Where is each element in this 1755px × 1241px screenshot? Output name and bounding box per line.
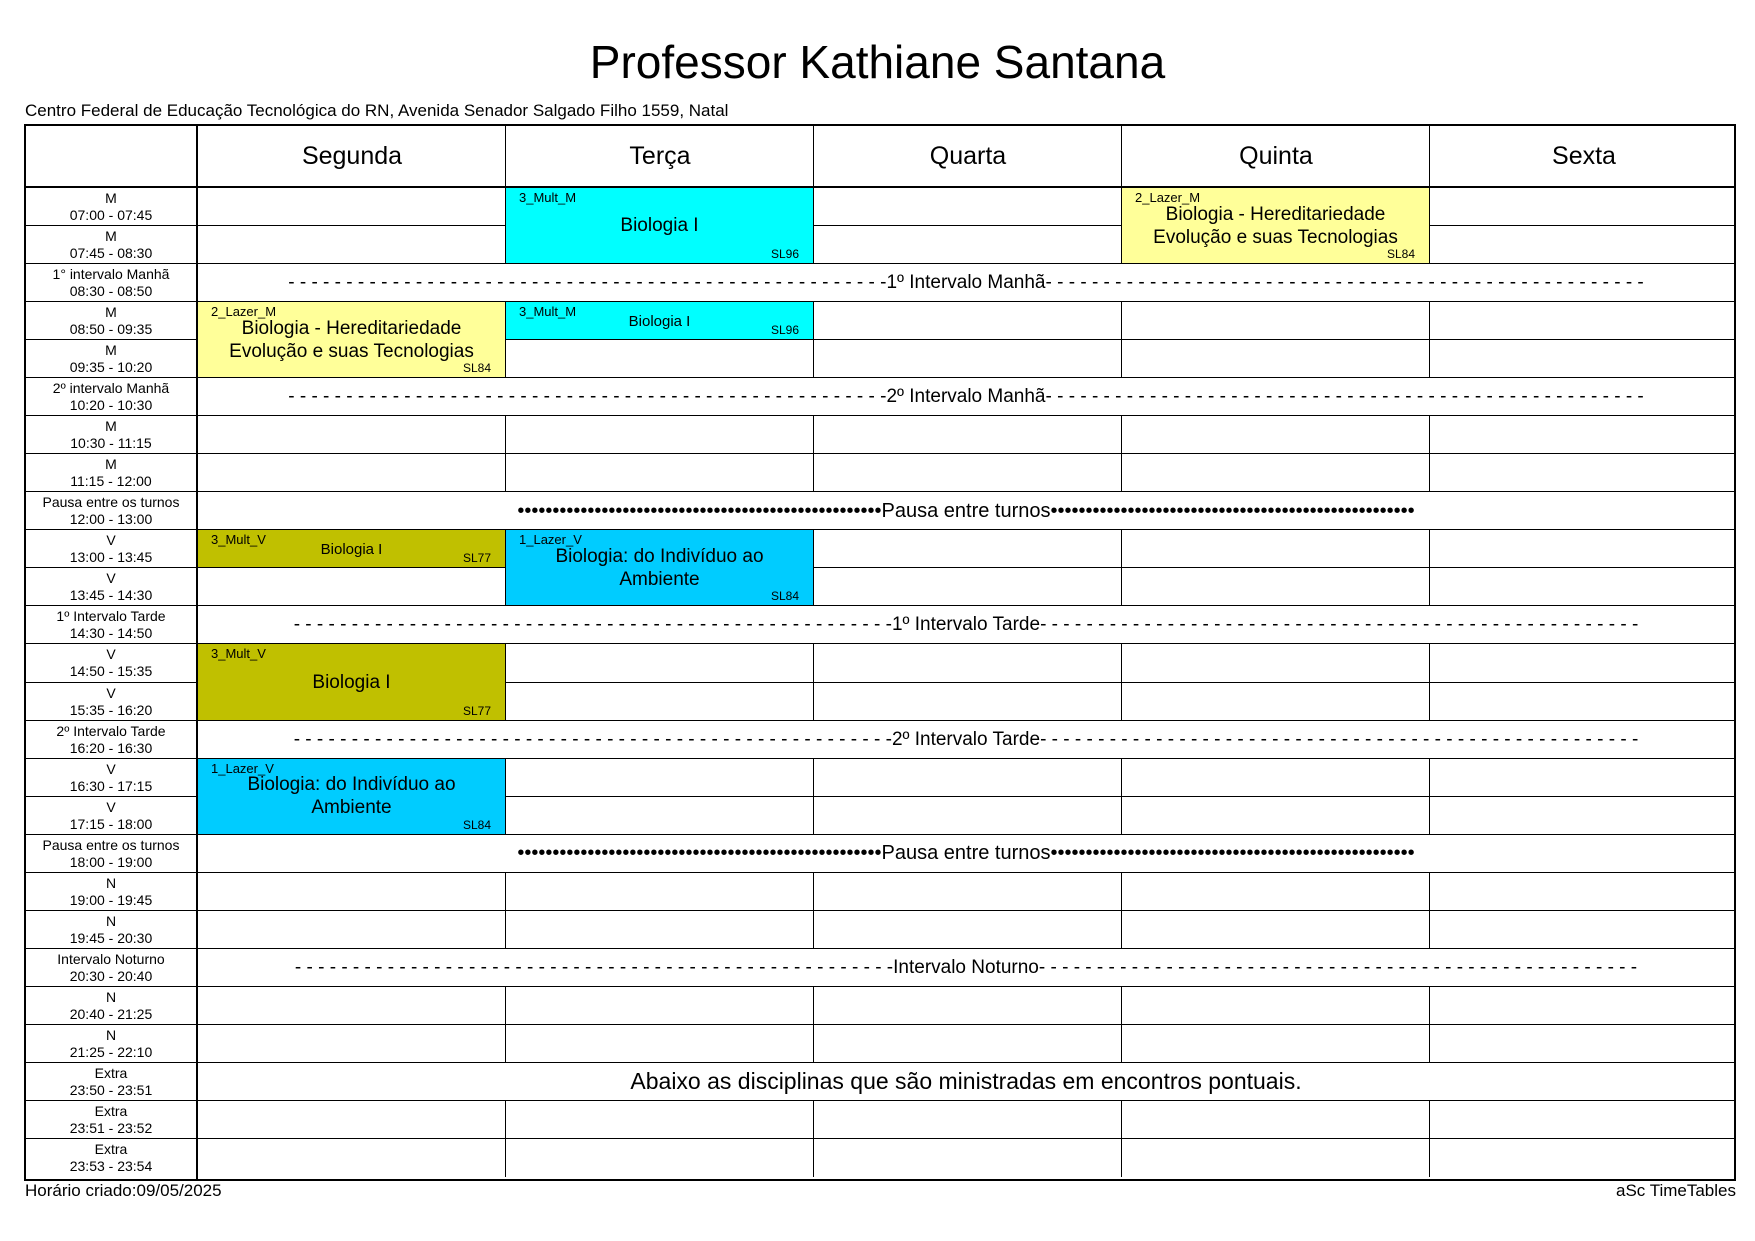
row-divider bbox=[26, 1138, 1734, 1139]
lesson-class: 1_Lazer_V bbox=[519, 532, 582, 548]
lesson-card[interactable] bbox=[197, 301, 506, 378]
break-band-label: 2º Intervalo Tarde bbox=[891, 728, 1041, 750]
lesson-class: 3_Mult_V bbox=[211, 532, 266, 548]
lesson-class: 3_Mult_M bbox=[519, 190, 577, 205]
lesson-subject: Biologia - Hereditariedade Evolução e suas Tecnologias bbox=[1153, 203, 1398, 248]
period-time: 08:50 - 09:35 bbox=[69, 321, 153, 338]
break-band-filler: •••••••••••••••••••••••••••••••••••••••••••••••••••• bbox=[1050, 842, 1415, 865]
period-name: Pausa entre os turnos bbox=[42, 494, 180, 511]
day-column-divider bbox=[1121, 530, 1122, 606]
period-time: 07:00 - 07:45 bbox=[69, 207, 153, 224]
period-label bbox=[26, 492, 196, 530]
period-time: 18:00 - 19:00 bbox=[69, 853, 153, 870]
break-band-label: Abaixo as disciplinas que são ministradas em encontros pontuais. bbox=[630, 1068, 1302, 1095]
lesson-card[interactable] bbox=[505, 301, 814, 340]
period-name: V bbox=[106, 570, 116, 587]
day-column-divider bbox=[1429, 759, 1430, 835]
lesson-room: SL96 bbox=[770, 247, 799, 262]
period-time: 10:30 - 11:15 bbox=[70, 435, 152, 452]
period-label bbox=[26, 1101, 196, 1139]
day-header-0: Segunda bbox=[301, 142, 403, 170]
period-time: 07:45 - 08:30 bbox=[69, 245, 153, 262]
lesson-class: 2_Lazer_M bbox=[211, 304, 277, 320]
period-name: 2º Intervalo Tarde bbox=[56, 722, 166, 739]
software-credit: aSc TimeTables bbox=[1616, 1181, 1736, 1200]
break-band-filler: - - - - - - - - - - - - - - - - - - - - - - - - - - - - - - - - - - - - - - - - - - - - - - - - - - - - bbox=[1045, 272, 1644, 294]
period-name: M bbox=[105, 228, 117, 245]
lesson-card[interactable] bbox=[197, 758, 506, 835]
period-label bbox=[26, 530, 196, 568]
period-time: 23:53 - 23:54 bbox=[69, 1158, 153, 1175]
lesson-subject: Biologia: do Indivíduo ao Ambiente bbox=[555, 545, 764, 590]
period-name: 1° intervalo Manhã bbox=[52, 266, 170, 283]
lesson-class: 1_Lazer_V bbox=[211, 760, 274, 776]
break-band-label: 1º Intervalo Tarde bbox=[891, 614, 1041, 636]
day-column-divider bbox=[813, 126, 814, 186]
period-name: Extra bbox=[94, 1102, 128, 1119]
day-header-1: Terça bbox=[629, 142, 691, 170]
period-label bbox=[26, 188, 196, 226]
period-time: 20:40 - 21:25 bbox=[69, 1005, 153, 1022]
period-label bbox=[26, 911, 196, 949]
period-name: N bbox=[105, 988, 117, 1005]
period-time: 20:30 - 20:40 bbox=[69, 967, 153, 984]
break-band bbox=[198, 721, 1734, 759]
day-column-divider bbox=[505, 126, 506, 186]
period-name: Intervalo Noturno bbox=[57, 950, 165, 967]
break-band-filler: - - - - - - - - - - - - - - - - - - - - - - - - - - - - - - - - - - - - - - - - - - - - - - - - - - - - bbox=[1045, 386, 1644, 408]
break-band-label: 1º Intervalo Manhã bbox=[886, 272, 1046, 294]
period-name: M bbox=[105, 190, 117, 207]
day-column-divider bbox=[505, 873, 506, 949]
day-column-divider bbox=[1121, 126, 1122, 186]
break-band bbox=[198, 835, 1734, 873]
period-label bbox=[26, 949, 196, 987]
day-column-divider bbox=[1429, 530, 1430, 606]
break-band-label: Pausa entre turnos bbox=[881, 842, 1051, 865]
row-divider bbox=[26, 986, 1734, 987]
period-time: 13:45 - 14:30 bbox=[69, 587, 153, 604]
lesson-room: SL77 bbox=[462, 703, 491, 718]
row-divider bbox=[26, 453, 1734, 454]
period-time: 23:50 - 23:51 bbox=[69, 1081, 153, 1098]
period-name: V bbox=[106, 684, 116, 701]
lesson-subject: Biologia I bbox=[312, 671, 391, 693]
day-column-divider bbox=[1121, 759, 1122, 835]
lesson-room: SL96 bbox=[770, 323, 799, 338]
period-time: 17:15 - 18:00 bbox=[69, 815, 153, 832]
header-divider bbox=[26, 186, 1734, 188]
period-time: 14:50 - 15:35 bbox=[69, 663, 153, 680]
period-label bbox=[26, 683, 196, 721]
period-name: Extra bbox=[94, 1141, 128, 1158]
lesson-subject: Biologia I bbox=[628, 313, 691, 331]
period-label bbox=[26, 606, 196, 644]
period-time: 09:35 - 10:20 bbox=[69, 359, 153, 376]
period-name: N bbox=[105, 912, 117, 929]
period-name: 1º Intervalo Tarde bbox=[56, 608, 166, 625]
period-label bbox=[26, 416, 196, 454]
period-time: 23:51 - 23:52 bbox=[69, 1119, 153, 1136]
lesson-room: SL77 bbox=[462, 551, 491, 566]
break-band-filler: - - - - - - - - - - - - - - - - - - - - - - - - - - - - - - - - - - - - - - - - - - - - - - - - - - - - bbox=[293, 614, 892, 636]
lesson-subject: Biologia I bbox=[620, 215, 699, 237]
period-time: 21:25 - 22:10 bbox=[69, 1043, 153, 1060]
period-time: 19:45 - 20:30 bbox=[69, 929, 153, 946]
break-band-label: Pausa entre turnos bbox=[881, 499, 1051, 522]
break-band-filler: - - - - - - - - - - - - - - - - - - - - - - - - - - - - - - - - - - - - - - - - - - - - - - - - - - - - bbox=[288, 386, 887, 408]
period-name: V bbox=[106, 646, 116, 663]
period-name: N bbox=[105, 1026, 117, 1043]
lesson-room: SL84 bbox=[770, 589, 799, 604]
lesson-card[interactable] bbox=[197, 643, 506, 720]
row-divider bbox=[26, 910, 1734, 911]
day-column-divider bbox=[1429, 416, 1430, 492]
day-column-divider bbox=[813, 873, 814, 949]
day-column-divider bbox=[813, 759, 814, 835]
lesson-room: SL84 bbox=[462, 361, 491, 376]
period-time: 16:20 - 16:30 bbox=[69, 739, 153, 756]
period-label bbox=[26, 721, 196, 759]
period-name: M bbox=[105, 418, 117, 435]
period-label bbox=[26, 454, 196, 492]
day-column-divider bbox=[1429, 126, 1430, 186]
break-band-filler: •••••••••••••••••••••••••••••••••••••••••••••••••••• bbox=[517, 499, 882, 522]
period-name: 2º intervalo Manhã bbox=[52, 380, 170, 397]
period-name: V bbox=[106, 798, 116, 815]
break-band-filler: - - - - - - - - - - - - - - - - - - - - - - - - - - - - - - - - - - - - - - - - - - - - - - - - - - - - bbox=[294, 956, 894, 978]
period-label bbox=[26, 264, 196, 302]
break-band-filler: - - - - - - - - - - - - - - - - - - - - - - - - - - - - - - - - - - - - - - - - - - - - - - - - - - - - bbox=[288, 272, 887, 294]
period-time: 11:15 - 12:00 bbox=[70, 473, 152, 490]
break-band bbox=[198, 606, 1734, 644]
lesson-card[interactable] bbox=[505, 529, 814, 606]
lesson-subject: Biologia: do Indivíduo ao Ambiente bbox=[247, 774, 456, 819]
period-label bbox=[26, 226, 196, 264]
break-band-filler: - - - - - - - - - - - - - - - - - - - - - - - - - - - - - - - - - - - - - - - - - - - - - - - - - - - - bbox=[293, 728, 892, 750]
period-label bbox=[26, 1139, 196, 1177]
period-label bbox=[26, 378, 196, 416]
period-name: M bbox=[105, 304, 117, 321]
lesson-room: SL84 bbox=[462, 817, 491, 832]
period-name: Pausa entre os turnos bbox=[42, 836, 180, 853]
row-divider bbox=[26, 225, 1734, 226]
period-name: Extra bbox=[94, 1064, 128, 1081]
lesson-card[interactable] bbox=[505, 187, 814, 264]
break-band-filler: - - - - - - - - - - - - - - - - - - - - - - - - - - - - - - - - - - - - - - - - - - - - - - - - - - - - bbox=[1040, 728, 1639, 750]
break-band-filler: •••••••••••••••••••••••••••••••••••••••••••••••••••• bbox=[517, 842, 882, 865]
period-time: 15:35 - 16:20 bbox=[69, 701, 153, 718]
period-label bbox=[26, 759, 196, 797]
period-name: M bbox=[105, 342, 117, 359]
lesson-class: 3_Mult_V bbox=[211, 646, 266, 662]
period-label bbox=[26, 568, 196, 606]
break-band-filler: - - - - - - - - - - - - - - - - - - - - - - - - - - - - - - - - - - - - - - - - - - - - - - - - - - - - bbox=[1040, 614, 1639, 636]
period-name: V bbox=[106, 532, 116, 549]
school-address: Centro Federal de Educação Tecnológica do RN, Avenida Senador Salgado Filho 1559, Natal bbox=[25, 101, 729, 120]
break-band bbox=[198, 264, 1734, 302]
timetable-grid bbox=[24, 124, 1736, 1181]
period-time: 14:30 - 14:50 bbox=[69, 625, 153, 642]
break-band-label: 2º Intervalo Manhã bbox=[886, 386, 1046, 408]
page-title: Professor Kathiane Santana bbox=[589, 36, 1166, 88]
row-divider bbox=[26, 872, 1734, 873]
day-column-divider bbox=[1121, 416, 1122, 492]
period-label bbox=[26, 1063, 196, 1101]
period-time: 19:00 - 19:45 bbox=[69, 891, 153, 908]
period-name: N bbox=[105, 874, 117, 891]
period-time: 12:00 - 13:00 bbox=[69, 511, 153, 528]
break-band-filler: •••••••••••••••••••••••••••••••••••••••••••••••••••• bbox=[1050, 499, 1415, 522]
period-label bbox=[26, 644, 196, 682]
day-header-2: Quarta bbox=[929, 142, 1007, 170]
lesson-card[interactable] bbox=[197, 529, 506, 568]
lesson-subject: Biologia I bbox=[320, 541, 383, 559]
lesson-room: SL84 bbox=[1386, 247, 1415, 262]
period-time: 10:20 - 10:30 bbox=[69, 397, 153, 414]
row-divider bbox=[26, 1100, 1734, 1101]
row-divider bbox=[26, 1024, 1734, 1025]
break-band bbox=[198, 949, 1734, 987]
period-time: 13:00 - 13:45 bbox=[69, 549, 153, 566]
period-label bbox=[26, 302, 196, 340]
period-label bbox=[26, 340, 196, 378]
break-band bbox=[198, 378, 1734, 416]
lesson-subject: Biologia - Hereditariedade Evolução e suas Tecnologias bbox=[229, 317, 474, 362]
break-band-label: Intervalo Noturno bbox=[893, 956, 1039, 978]
period-label bbox=[26, 797, 196, 835]
period-name: M bbox=[105, 456, 117, 473]
day-header-3: Quinta bbox=[1239, 142, 1313, 170]
day-column-divider bbox=[505, 416, 506, 492]
day-column-divider bbox=[1121, 873, 1122, 949]
break-band-filler: - - - - - - - - - - - - - - - - - - - - - - - - - - - - - - - - - - - - - - - - - - - - - - - - - - - - bbox=[1038, 956, 1638, 978]
lesson-card[interactable] bbox=[1121, 187, 1430, 264]
period-label bbox=[26, 1025, 196, 1063]
day-column-divider bbox=[813, 416, 814, 492]
period-name: V bbox=[106, 760, 116, 777]
period-time: 08:30 - 08:50 bbox=[69, 283, 153, 300]
period-time: 16:30 - 17:15 bbox=[69, 777, 153, 794]
day-header-4: Sexta bbox=[1552, 142, 1616, 170]
break-band bbox=[198, 1063, 1734, 1101]
lesson-class: 3_Mult_M bbox=[519, 304, 577, 320]
created-date: Horário criado:09/05/2025 bbox=[25, 1181, 222, 1200]
period-label bbox=[26, 835, 196, 873]
lesson-class: 2_Lazer_M bbox=[1135, 190, 1201, 205]
period-label bbox=[26, 873, 196, 911]
period-label bbox=[26, 987, 196, 1025]
day-column-divider bbox=[1429, 873, 1430, 949]
break-band bbox=[198, 492, 1734, 530]
row-divider bbox=[26, 415, 1734, 416]
